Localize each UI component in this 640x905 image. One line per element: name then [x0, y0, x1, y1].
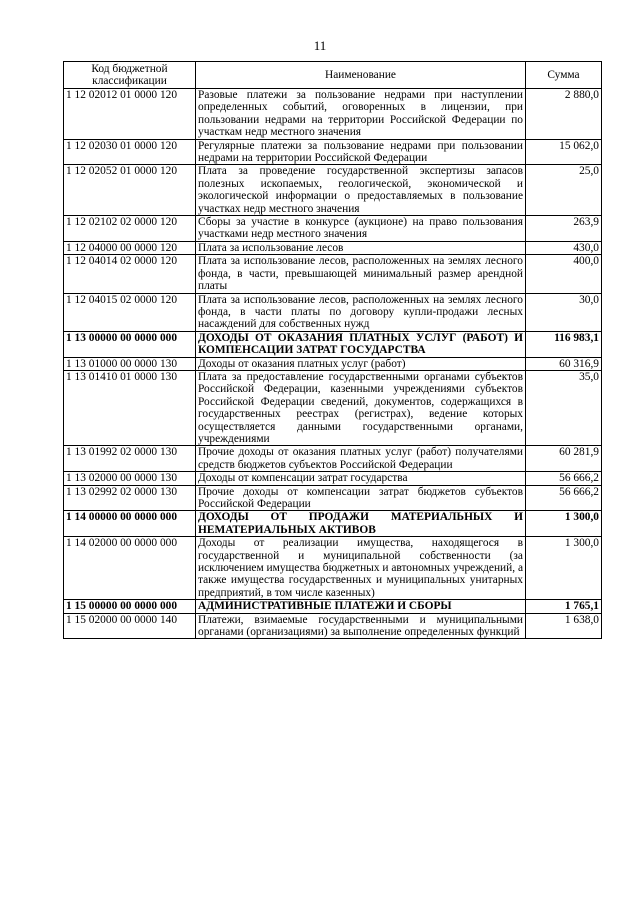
table-row — [64, 89, 602, 140]
row-code: 1 15 02000 00 0000 140 — [64, 613, 196, 639]
table-row — [64, 357, 602, 370]
table-row — [64, 537, 602, 600]
table-row — [64, 511, 602, 537]
row-sum: 430,0 — [526, 241, 602, 254]
row-code: 1 14 00000 00 0000 000 — [64, 511, 196, 537]
row-code: 1 13 01992 02 0000 130 — [64, 446, 196, 472]
row-code: 1 14 02000 00 0000 000 — [64, 537, 196, 600]
row-code: 1 12 02030 01 0000 120 — [64, 139, 196, 165]
row-name: Плата за использование лесов, расположенных на землях лесного фонда, в части, превышающей минимальный размер арендной платы — [196, 255, 526, 293]
row-sum: 15 062,0 — [526, 139, 602, 165]
row-sum: 2 880,0 — [526, 89, 602, 140]
table-row — [64, 216, 602, 242]
row-sum: 400,0 — [526, 255, 602, 293]
row-code: 1 15 00000 00 0000 000 — [64, 600, 196, 613]
row-name: Доходы от компенсации затрат государства — [196, 472, 526, 485]
table-row — [64, 255, 602, 293]
row-name: Разовые платежи за пользование недрами при наступлении определенных событий, оговоренных в лицензии, при пользовании недрами на территории Российской Федерации по участкам недр местного значения — [196, 89, 526, 140]
row-sum: 116 983,1 — [526, 331, 602, 357]
row-name: АДМИНИСТРАТИВНЫЕ ПЛАТЕЖИ И СБОРЫ — [196, 600, 526, 613]
table-row — [64, 485, 602, 511]
table-row — [64, 241, 602, 254]
table-row — [64, 331, 602, 357]
row-sum: 1 300,0 — [526, 537, 602, 600]
table-row — [64, 472, 602, 485]
row-code: 1 13 01410 01 0000 130 — [64, 370, 196, 445]
table-row — [64, 293, 602, 331]
table-row — [64, 370, 602, 445]
row-name: Плата за использование лесов — [196, 241, 526, 254]
row-sum: 56 666,2 — [526, 485, 602, 511]
row-sum: 60 281,9 — [526, 446, 602, 472]
table-row — [64, 446, 602, 472]
row-name: ДОХОДЫ ОТ ОКАЗАНИЯ ПЛАТНЫХ УСЛУГ (РАБОТ) И КОМПЕНСАЦИИ ЗАТРАТ ГОСУДАРСТВА — [196, 331, 526, 357]
row-name: Плата за предоставление государственными органами субъектов Российской Федерации, казенными учреждениями субъектов Российской Федерации сведений, документов, содержащихся в государственных реестрах (регистрах), ведение которых осуществляется данными государственными органами, учреждениями — [196, 370, 526, 445]
row-name: Доходы от оказания платных услуг (работ) — [196, 357, 526, 370]
row-code: 1 13 02992 02 0000 130 — [64, 485, 196, 511]
row-sum: 35,0 — [526, 370, 602, 445]
row-name: Регулярные платежи за пользование недрами при пользовании недрами на территории Российской Федерации — [196, 139, 526, 165]
header-sum: Сумма — [526, 62, 602, 89]
row-name: Прочие доходы от оказания платных услуг (работ) получателями средств бюджетов субъектов Российской Федерации — [196, 446, 526, 472]
row-code: 1 12 02012 01 0000 120 — [64, 89, 196, 140]
row-name: ДОХОДЫ ОТ ПРОДАЖИ МАТЕРИАЛЬНЫХ И НЕМАТЕРИАЛЬНЫХ АКТИВОВ — [196, 511, 526, 537]
row-name: Плата за проведение государственной экспертизы запасов полезных ископаемых, геологической, экономической и экологической информации о предоставляемых в пользование участках недр местного значения — [196, 165, 526, 216]
row-sum: 1 765,1 — [526, 600, 602, 613]
row-name: Плата за использование лесов, расположенных на землях лесного фонда, в части платы по договору купли-продажи лесных насаждений для собственных нужд — [196, 293, 526, 331]
row-sum: 30,0 — [526, 293, 602, 331]
table-row — [64, 613, 602, 639]
row-code: 1 13 00000 00 0000 000 — [64, 331, 196, 357]
row-code: 1 13 01000 00 0000 130 — [64, 357, 196, 370]
row-sum: 1 300,0 — [526, 511, 602, 537]
row-code: 1 12 02102 02 0000 120 — [64, 216, 196, 242]
table-row — [64, 165, 602, 216]
row-code: 1 13 02000 00 0000 130 — [64, 472, 196, 485]
page-number: 11 — [313, 38, 327, 53]
row-sum: 60 316,9 — [526, 357, 602, 370]
table-row — [64, 600, 602, 613]
row-sum: 56 666,2 — [526, 472, 602, 485]
row-code: 1 12 04015 02 0000 120 — [64, 293, 196, 331]
table-header-row — [64, 62, 602, 89]
row-sum: 263,9 — [526, 216, 602, 242]
row-name: Доходы от реализации имущества, находящегося в государственной и муниципальной собственности (за исключением имущества бюджетных и автономных учреждений, а также имущества государственных и муниципальных унитарных предприятий, в том числе казенных) — [196, 537, 526, 600]
row-name: Сборы за участие в конкурсе (аукционе) на право пользования участками недр местного значения — [196, 216, 526, 242]
row-sum: 1 638,0 — [526, 613, 602, 639]
table-row — [64, 139, 602, 165]
header-name: Наименование — [196, 62, 526, 89]
row-name: Прочие доходы от компенсации затрат бюджетов субъектов Российской Федерации — [196, 485, 526, 511]
row-sum: 25,0 — [526, 165, 602, 216]
row-code: 1 12 04014 02 0000 120 — [64, 255, 196, 293]
row-name: Платежи, взимаемые государственными и муниципальными органами (организациями) за выполнение определенных функций — [196, 613, 526, 639]
budget-revenue-table — [63, 61, 602, 639]
row-code: 1 12 02052 01 0000 120 — [64, 165, 196, 216]
row-code: 1 12 04000 00 0000 120 — [64, 241, 196, 254]
header-code: Код бюджетной классификации — [64, 62, 196, 89]
